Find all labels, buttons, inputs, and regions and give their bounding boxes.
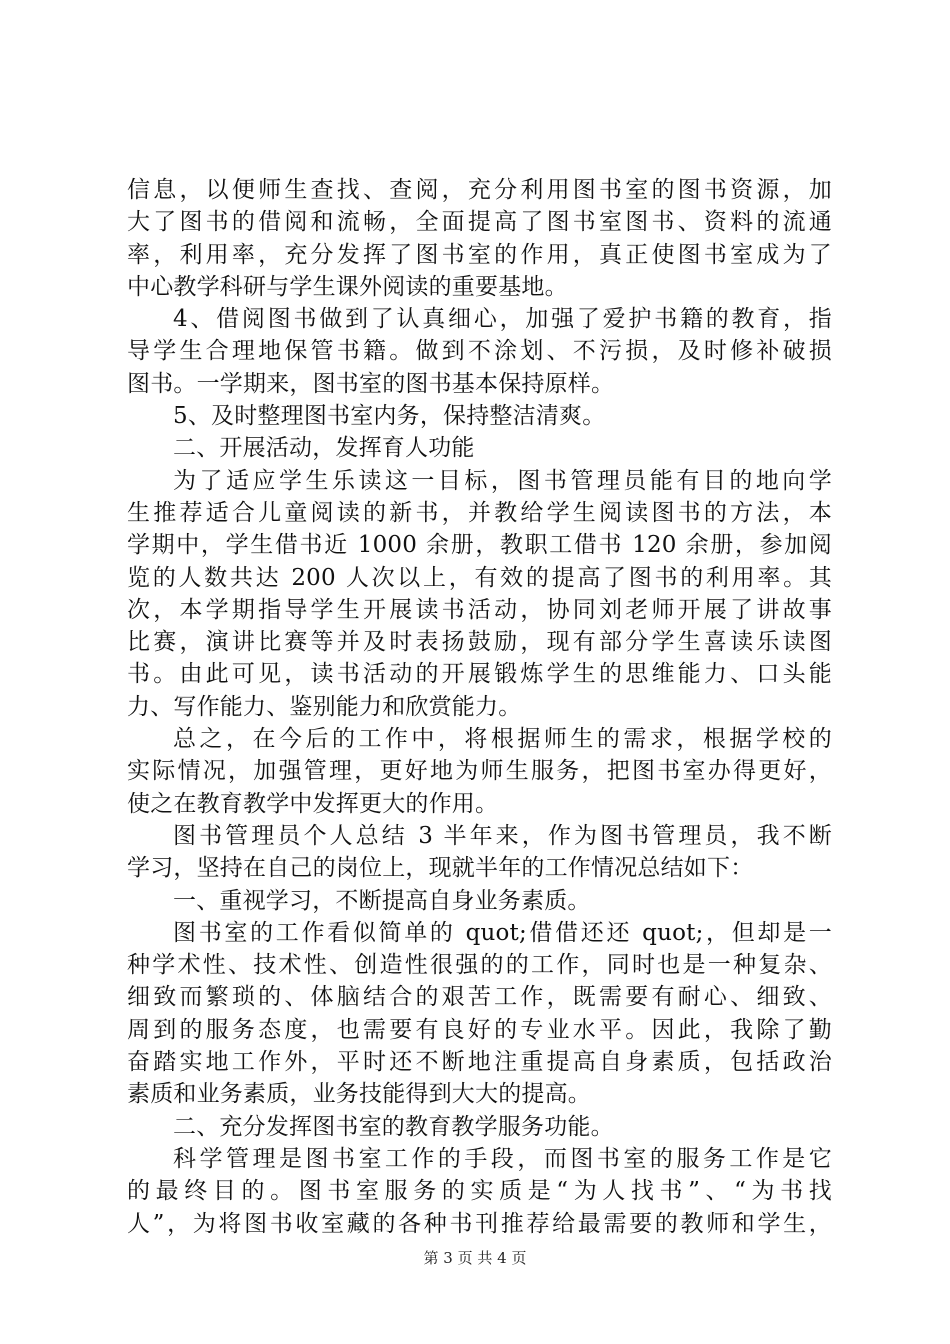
text-line: 力、写作能力、鉴别能力和欣赏能力。 xyxy=(127,693,522,720)
text-line: 比赛，演讲比赛等并及时表扬鼓励，现有部分学生喜读乐读图 xyxy=(127,629,832,656)
text-line: 素质和业务素质，业务技能得到大大的提高。 xyxy=(127,1081,591,1108)
text-line: 图书管理员个人总结 3 半年来，作为图书管理员，我不断 xyxy=(173,822,832,849)
text-line: 生推荐适合儿童阅读的新书，并教给学生阅读图书的方法，本 xyxy=(127,499,832,526)
text-line: 图书。一学期来，图书室的图书基本保持原样。 xyxy=(127,370,615,397)
text-line: 4、借阅图书做到了认真细心，加强了爱护书籍的教育，指 xyxy=(173,306,832,333)
text-line: 览的人数共达 200 人次以上，有效的提高了图书的利用率。其 xyxy=(127,564,832,591)
page-footer: 第 3 页 共 4 页 xyxy=(423,1249,527,1267)
text-line: 人”，为将图书收室藏的各种书刊推荐给最需要的教师和学生， xyxy=(127,1210,832,1237)
text-line: 中心教学科研与学生课外阅读的重要基地。 xyxy=(127,273,568,300)
text-line: 二、开展活动，发挥育人功能 xyxy=(173,435,475,462)
text-line: 科学管理是图书室工作的手段，而图书室的服务工作是它 xyxy=(173,1145,832,1172)
text-line: 二、充分发挥图书室的教育教学服务功能。 xyxy=(173,1113,614,1140)
text-line: 为了适应学生乐读这一目标，图书管理员能有目的地向学 xyxy=(173,467,832,494)
text-line: 的最终目的。图书室服务的实质是“为人找书”、“为书找 xyxy=(127,1178,832,1205)
text-line: 书。由此可见，读书活动的开展锻炼学生的思维能力、口头能 xyxy=(127,661,832,688)
text-line: 大了图书的借阅和流畅，全面提高了图书室图书、资料的流通 xyxy=(127,209,832,236)
text-line: 一、重视学习，不断提高自身业务素质。 xyxy=(173,887,591,914)
text-line: 细致而繁琐的、体脑结合的艰苦工作，既需要有耐心、细致、 xyxy=(127,984,832,1011)
text-line: 周到的服务态度，也需要有良好的专业水平。因此，我除了勤 xyxy=(127,1016,832,1043)
text-line: 图书室的工作看似简单的 quot;借借还还 quot;，但却是一 xyxy=(173,919,832,946)
text-line: 总之，在今后的工作中，将根据师生的需求，根据学校的 xyxy=(173,726,832,753)
text-line: 率，利用率，充分发挥了图书室的作用，真正使图书室成为了 xyxy=(127,241,832,268)
text-line: 导学生合理地保管书籍。做到不涂划、不污损，及时修补破损 xyxy=(127,338,832,365)
text-line: 学习，坚持在自己的岗位上，现就半年的工作情况总结如下： xyxy=(127,855,754,882)
text-line: 信息，以便师生查找、查阅，充分利用图书室的图书资源，加 xyxy=(127,177,832,203)
text-line: 学期中，学生借书近 1000 余册，教职工借书 120 余册，参加阅 xyxy=(127,532,832,559)
text-line: 种学术性、技术性、创造性很强的的工作，同时也是一种复杂、 xyxy=(127,952,832,979)
body-text xyxy=(127,174,832,1240)
text-line: 使之在教育教学中发挥更大的作用。 xyxy=(127,790,499,817)
text-line: 5、及时整理图书室内务，保持整洁清爽。 xyxy=(173,403,606,430)
text-line: 奋踏实地工作外，平时还不断地注重提高自身素质，包括政治 xyxy=(127,1049,832,1076)
text-line: 次，本学期指导学生开展读书活动，协同刘老师开展了讲故事 xyxy=(127,596,832,623)
text-line: 实际情况，加强管理，更好地为师生服务，把图书室办得更好， xyxy=(127,758,832,785)
